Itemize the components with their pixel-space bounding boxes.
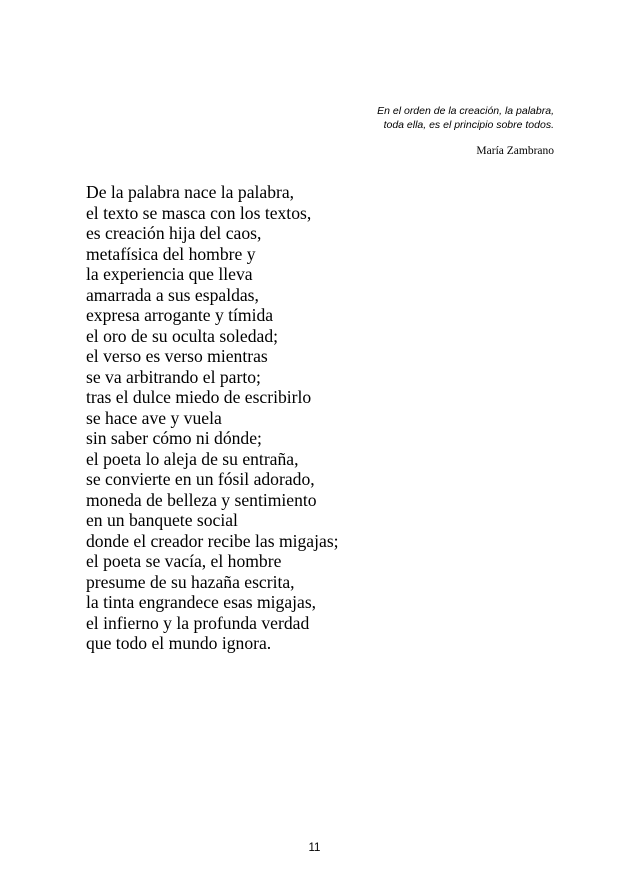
poem-verse: sin saber cómo ni dónde;: [86, 428, 262, 448]
poem-verse: metafísica del hombre y: [86, 243, 256, 264]
poem-verse: donde el creador recibe las migajas;: [86, 530, 339, 551]
poem: [86, 182, 546, 654]
poem-verse: el poeta se vacía, el hombre: [86, 551, 282, 571]
poem-verse: la tinta engrandece esas migajas,: [86, 592, 317, 612]
poem-verse: moneda de belleza y sentimiento: [86, 489, 317, 510]
poem-verse: el infierno y la profunda verdad: [86, 612, 310, 633]
epigraph-author: María Zambrano: [476, 145, 554, 157]
poem-verse: la experiencia que lleva: [86, 264, 253, 284]
page-number: 11: [308, 842, 321, 854]
poem-verse: se hace ave y vuela: [86, 407, 222, 428]
poem-verse: se convierte en un fósil adorado,: [86, 469, 315, 489]
epigraph: [234, 104, 554, 158]
poem-verse: amarrada a sus espaldas,: [86, 284, 259, 305]
poem-verse: se va arbitrando el parto;: [86, 366, 261, 387]
poem-verse: el poeta lo aleja de su entraña,: [86, 448, 299, 469]
poem-verse: que todo el mundo ignora.: [86, 633, 272, 653]
poem-verse: expresa arrogante y tímida: [86, 305, 274, 325]
poem-verse: presume de su hazaña escrita,: [86, 571, 295, 592]
epigraph-line: toda ella, es el principio sobre todos.: [383, 119, 554, 131]
poem-verse: el oro de su oculta soledad;: [86, 325, 279, 346]
poem-verse: en un banquete social: [86, 510, 238, 530]
poem-verse: De la palabra nace la palabra,: [86, 182, 295, 202]
epigraph-line: En el orden de la creación, la palabra,: [377, 105, 554, 117]
poem-verse: el verso es verso mientras: [86, 346, 268, 366]
poem-verse: es creación hija del caos,: [86, 223, 262, 243]
poem-verse: el texto se masca con los textos,: [86, 202, 312, 223]
poem-verse: tras el dulce miedo de escribirlo: [86, 387, 312, 407]
